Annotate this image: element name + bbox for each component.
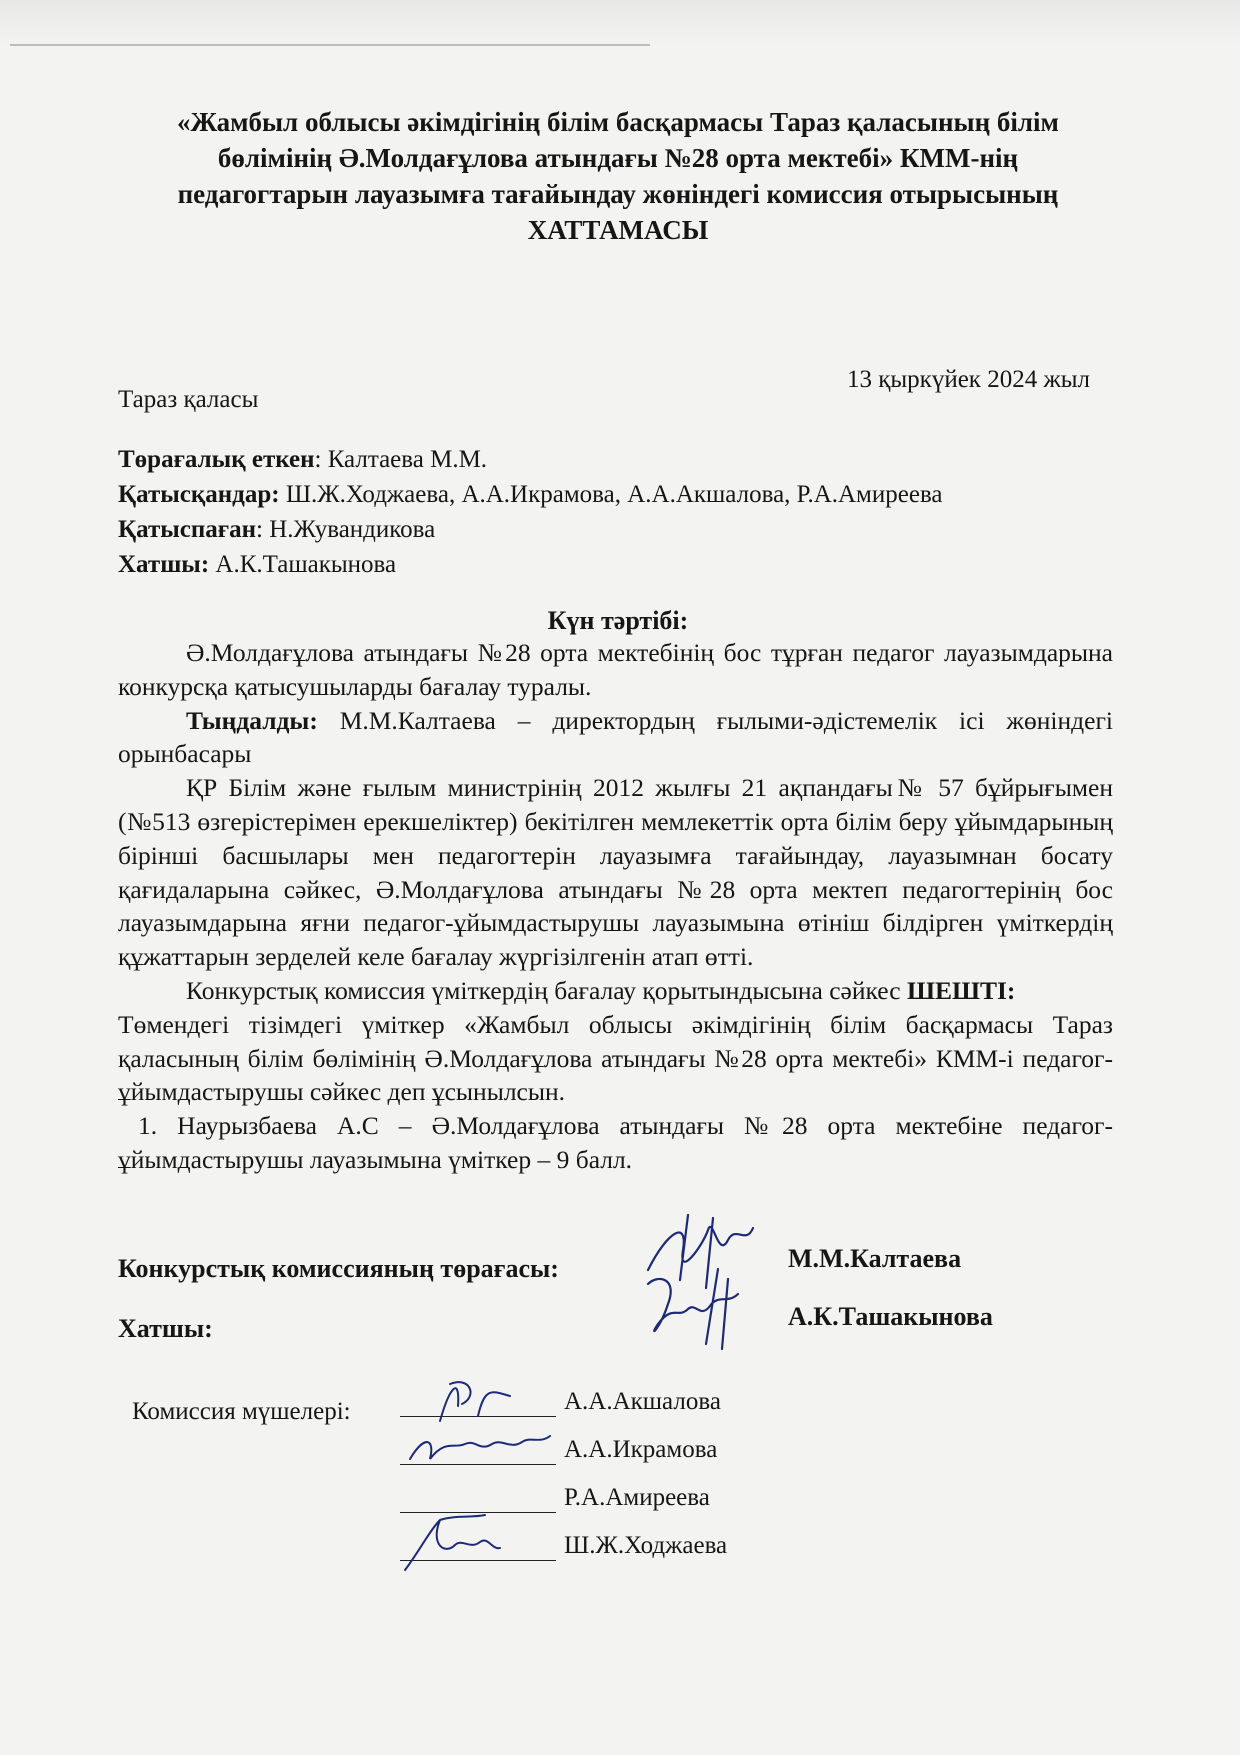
secretary-signature-name: А.К.Ташакынова xyxy=(788,1302,993,1331)
member-name: Р.А.Амиреева xyxy=(564,1484,710,1511)
decided-prefix: Конкурстық комиссия үміткердің бағалау қорытындысына сәйкес xyxy=(186,975,907,1005)
date: 13 қыркүйек 2024 жыл xyxy=(846,366,1090,393)
heard-label: Тыңдалды: xyxy=(186,705,318,735)
member-row xyxy=(400,1436,820,1478)
title-line: бөлімінің Ә.Молдағұлова атындағы №28 орта мектебі» КММ-нің xyxy=(217,143,1019,173)
chair-row xyxy=(118,442,943,477)
decided-paragraph xyxy=(118,974,1113,1008)
title-line: ХАТТАМАСЫ xyxy=(527,215,709,245)
member-row xyxy=(400,1532,820,1574)
chair-signature-name: М.М.Калтаева xyxy=(788,1244,962,1273)
members-label: Комиссия мүшелері: xyxy=(132,1398,351,1425)
present-value: Ш.Ж.Ходжаева, А.А.Икрамова, А.А.Акшалова, Р.А.Амиреева xyxy=(279,481,943,508)
member-signature-icon xyxy=(400,1414,560,1474)
heard-paragraph xyxy=(118,704,1113,772)
absent-label: Қатыспаған xyxy=(118,516,257,543)
scan-artifact-line xyxy=(10,44,650,46)
place: Тараз қаласы xyxy=(118,386,259,413)
scan-top-edge xyxy=(0,0,1240,46)
title-line: педагогтарын лауазымға тағайындау жөніндегі комиссия отырысының xyxy=(177,179,1059,209)
chair-signature-label: Конкурстық комиссияның төрағасы: xyxy=(118,1254,559,1283)
minutes-body xyxy=(118,636,1113,1177)
secretary-signature-label: Хатшы: xyxy=(118,1314,213,1343)
title-line: «Жамбыл облысы әкімдігінің білім басқармасы Тараз қаласының білім xyxy=(177,107,1059,137)
present-row xyxy=(118,477,943,512)
candidate-item: 1. Наурызбаева А.С – Ә.Молдағұлова атындағы №28 орта мектебіне педагог-ұйымдастырушы лауазымына үміткер – 9 балл. xyxy=(118,1111,1113,1174)
attendees-block xyxy=(118,442,943,582)
decided-label: ШЕШТІ: xyxy=(906,975,1016,1005)
member-signature-icon xyxy=(400,1510,560,1580)
member-name: А.А.Акшалова xyxy=(564,1388,721,1415)
agenda-title: Күн тәртібі: xyxy=(547,606,689,635)
secretary-label: Хатшы: xyxy=(118,551,210,578)
secretary-signature-icon xyxy=(618,1264,768,1354)
secretary-value: А.К.Ташакынова xyxy=(209,551,397,578)
member-name: А.А.Икрамова xyxy=(564,1436,718,1463)
noted-paragraph: ҚР Білім және ғылым министрінің 2012 жылғы 21 ақпандағы№ 57 бұйрығымен (№513 өзгерістерімен ерекшеліктер) бекітілген мемлекеттік орта білім беру ұйымдарының бірінші басшылары мен педагогтерін лауазымға тағайындау, лауазымнан босату қағидаларына сәйкес, Ә.Молдағұлова атындағы №28 орта мектеп педагогтерінің бос лауазымдарына яғни педагог-ұйымдастырушы лауазымына өтініш білдірген үміткердің құжаттарын зерделей келе бағалау жүргізілгенін атап өтті. xyxy=(118,773,1113,972)
absent-value: : Н.Жувандикова xyxy=(256,516,436,543)
chair-value: : Калтаева М.М. xyxy=(314,446,488,473)
document-page xyxy=(118,104,1118,1559)
agenda-item: Ә.Молдағұлова атындағы №28 орта мектебінің бос тұрған педагог лауазымдарына конкурсқа қатысушыларды бағалау туралы. xyxy=(118,638,1113,701)
secretary-row xyxy=(118,547,943,582)
chair-label: Төрағалық еткен xyxy=(118,446,315,473)
member-name: Ш.Ж.Ходжаева xyxy=(564,1532,728,1559)
document-title xyxy=(118,104,1118,248)
present-label: Қатысқандар: xyxy=(118,481,280,508)
absent-row xyxy=(118,512,943,547)
heard-value: М.М.Калтаева – директордың ғылыми-әдістемелік ісі жөніндегі орынбасары xyxy=(118,705,1113,769)
decision-paragraph: Төмендегі тізімдегі үміткер «Жамбыл облысы әкімдігінің білім басқармасы Тараз қаласының білім бөлімінің Ә.Молдағұлова атындағы №28 орта мектебі» КММ-і педагог-ұйымдастырушы сәйкес деп ұсынылсын. xyxy=(118,1009,1113,1107)
